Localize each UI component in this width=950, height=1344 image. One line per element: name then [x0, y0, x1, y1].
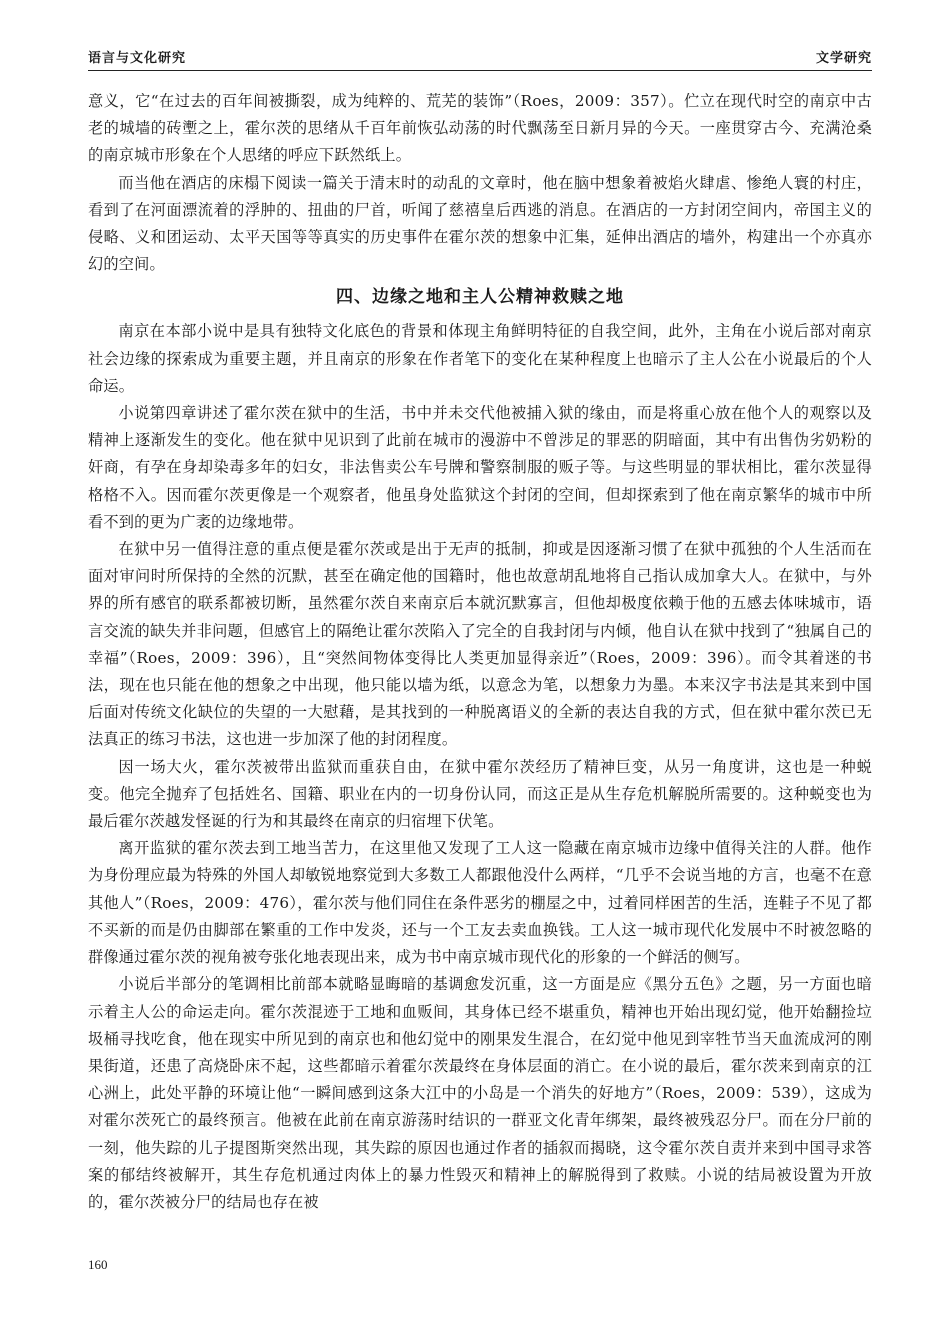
section-heading: 四、边缘之地和主人公精神救赎之地 — [336, 287, 624, 308]
header-rule — [88, 70, 872, 71]
paragraph: 在狱中另一值得注意的重点便是霍尔茨或是出于无声的抵制，抑或是因逐渐习惯了在狱中孤独的个人生活而在面对审问时所保持的全然的沉默，甚至在确定他的国籍时，他也故意胡乱地将自己指认成加拿大人。在狱中，与外界的所有感官的联系都被切断，虽然霍尔茨自来南京后本就沉默寡言，但他却极度依赖于他的五感去体味城市，语言交流的缺失并非问题，但感官上的隔绝让霍尔茨陷入了完全的自我封闭与内倾，他自认在狱中找到了“独属自己的幸福”（Roes，2009：396），且“突然间物体变得比人类更加显得亲近”（Roes，2009：396）。而令其着迷的书法，现在也只能在他的想象之中出现，他只能以墙为纸，以意念为笔，以想象力为墨。本来汉字书法是其来到中国后面对传统文化缺位的失望的一大慰藉，是其找到的一种脱离语义的全新的表达自我的方式，但在狱中霍尔茨已无法真正的练习书法，这也进一步加深了他的封闭程度。 — [88, 540, 872, 749]
paragraph: 南京在本部小说中是具有独特文化底色的背景和体现主角鲜明特征的自我空间，此外，主角在小说后部对南京社会边缘的探索成为重要主题，并且南京的形象在作者笔下的变化在某种程度上也暗示了主人公在小说最后的个人命运。 — [88, 322, 872, 395]
paragraph: 离开监狱的霍尔茨去到工地当苦力，在这里他又发现了工人这一隐藏在南京城市边缘中值得关注的人群。他作为身份理应最为特殊的外国人却敏锐地察觉到大多数工人都跟他没什么两样，“几乎不会说当地的方言，也毫不在意其他人”（Roes，2009：476），霍尔茨与他们同住在条件恶劣的棚屋之中，过着同样困苦的生活，连鞋子不见了都不买新的而是仍由脚部在繁重的工作中发炎，还与一个工友去卖血换钱。工人这一城市现代化发展中不时被忽略的群像通过霍尔茨的视角被夸张化地表现出来，成为书中南京城市现代化的形象的一个鲜活的侧写。 — [88, 839, 872, 967]
journal-title: 语言与文化研究 — [88, 51, 187, 66]
section-label: 文学研究 — [815, 51, 872, 66]
page-number: 160 — [88, 1257, 108, 1272]
paragraph: 小说第四章讲述了霍尔茨在狱中的生活，书中并未交代他被捕入狱的缘由，而是将重心放在他个人的观察以及精神上逐渐发生的变化。他在狱中见识到了此前在城市的漫游中不曾涉足的罪恶的阴暗面，其中有出售伪劣奶粉的奸商，有孕在身却染毒多年的妇女，非法售卖公车号牌和警察制服的贩子等。与这些明显的罪状相比，霍尔茨显得格格不入。因而霍尔茨更像是一个观察者，他虽身处监狱这个封闭的空间，但却探索到了他在南京繁华的城市中所看不到的更为广袤的边缘地带。 — [88, 404, 872, 531]
paragraph: 小说后半部分的笔调相比前部本就略显晦暗的基调愈发沉重，这一方面是应《黑分五色》之题，另一方面也暗示着主人公的命运走向。霍尔茨混迹于工地和血贩间，其身体已经不堪重负，精神也开始出现幻觉，他开始翻捡垃圾桶寻找吃食，他在现实中所见到的南京也和他幻觉中的刚果发生混合，在幻觉中他见到宰牲节当天血流成河的刚果街道，还患了高烧卧床不起，这些都暗示着霍尔茨最终在身体层面的消亡。在小说的最后，霍尔茨来到南京的江心洲上，此处平静的环境让他“一瞬间感到这条大江中的小岛是一个消失的好地方”（Roes，2009：539），这成为对霍尔茨死亡的最终预言。他被在此前在南京游荡时结识的一群亚文化青年绑架，最终被残忍分尸。而在分尸前的一刻，他失踪的儿子提图斯突然出现，其失踪的原因也通过作者的插叙而揭晓，这令霍尔茨自责并来到中国寻求答案的郁结终被解开，其生存危机通过肉体上的暴力性毁灭和精神上的解脱得到了救赎。小说的结局被设置为开放的，霍尔茨被分尸的结局也存在被 — [88, 975, 872, 1211]
paragraph: 因一场大火，霍尔茨被带出监狱而重获自由，在狱中霍尔茨经历了精神巨变，从另一角度讲，这也是一种蜕变。他完全抛弃了包括姓名、国籍、职业在内的一切身份认同，而这正是从生存危机解脱所需要的。这种蜕变也为最后霍尔茨越发怪诞的行为和其最终在南京的归宿埋下伏笔。 — [88, 757, 872, 831]
article-body — [88, 88, 872, 1216]
paragraph: 而当他在酒店的床榻下阅读一篇关于清末时的动乱的文章时，他在脑中想象着被焰火肆虐、惨绝人寰的村庄，看到了在河面漂流着的浮肿的、扭曲的尸首，听闻了慈禧皇后西逃的消息。在酒店的一方封闭空间内，帝国主义的侵略、义和团运动、太平天国等等真实的历史事件在霍尔茨的想象中汇集，延伸出酒店的墙外，构建出一个亦真亦幻的空间。 — [88, 173, 872, 274]
paragraph: 意义，它“在过去的百年间被撕裂，成为纯粹的、荒芜的装饰”（Roes，2009：357）。伫立在现代时空的南京中古老的城墙的砖壍之上，霍尔茨的思绪从千百年前恢弘动荡的时代飘荡至日新月异的今天。一座贯穿古今、充满沧桑的南京城市形象在个人思绪的呼应下跃然纸上。 — [88, 92, 872, 165]
running-header — [88, 44, 872, 66]
